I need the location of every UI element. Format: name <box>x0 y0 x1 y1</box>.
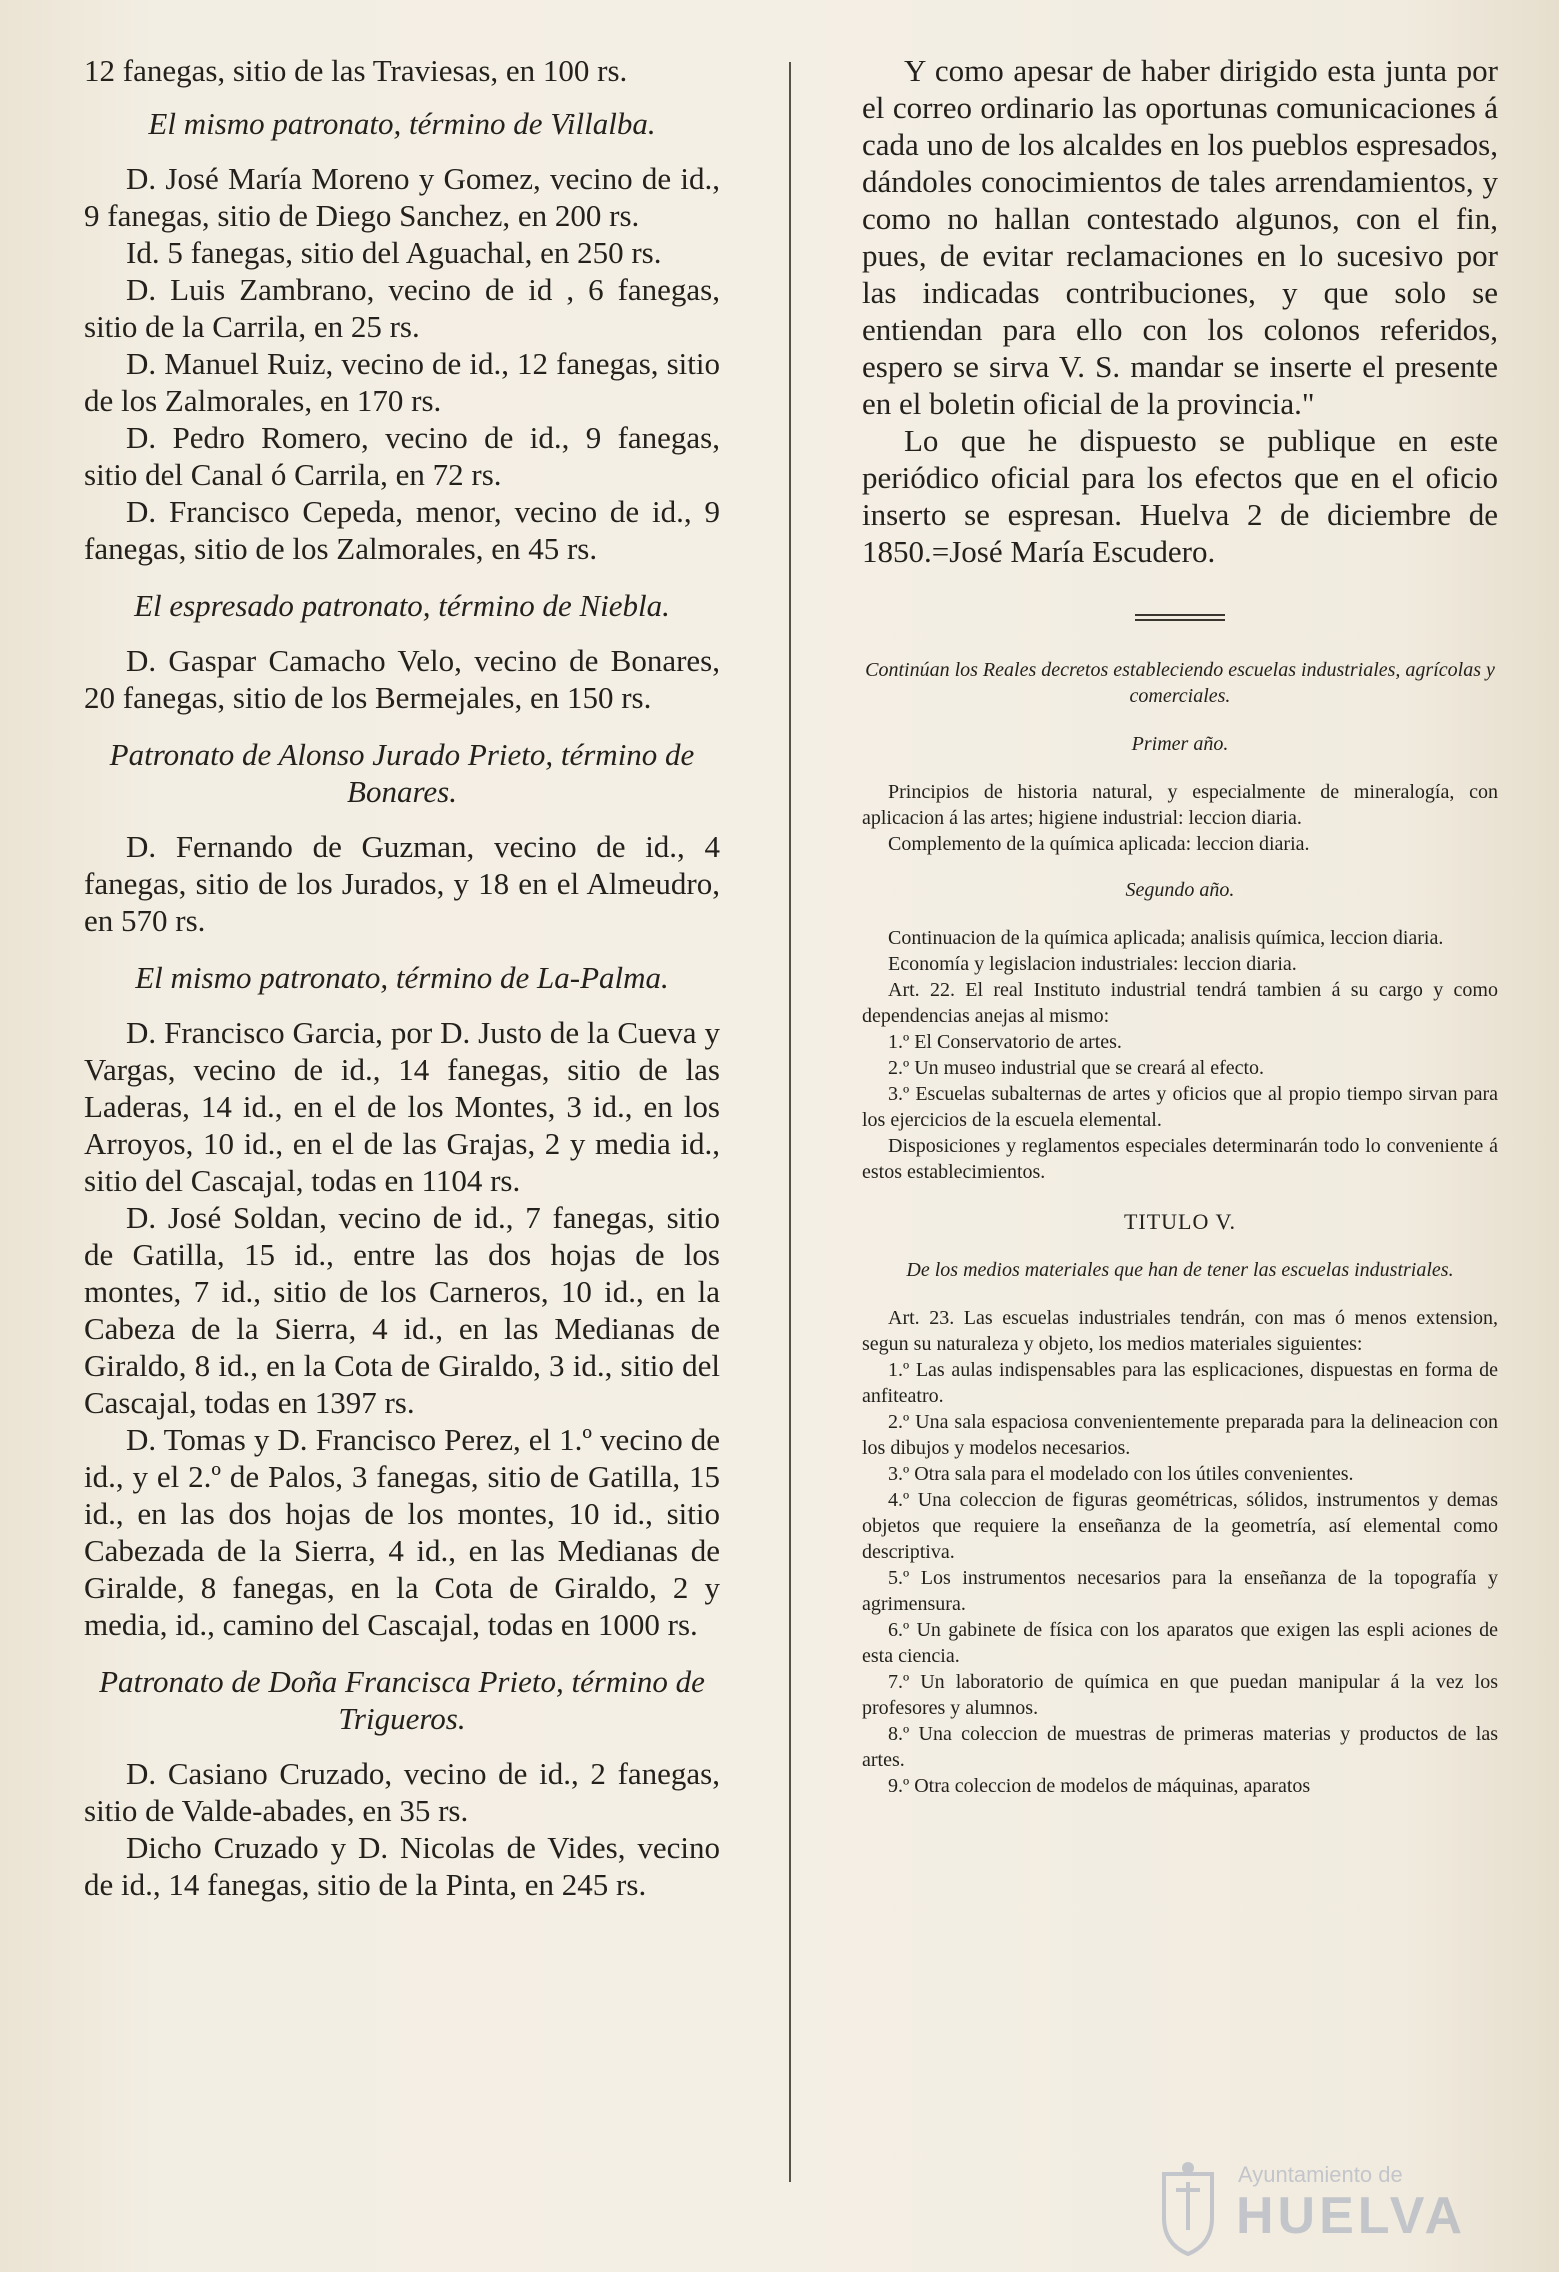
entry: D. Pedro Romero, vecino de id., 9 fanegas, sitio del Canal ó Carrila, en 72 rs. <box>84 420 720 492</box>
entry: D. Luis Zambrano, vecino de id , 6 fanegas, sitio de la Carrila, en 25 rs. <box>84 272 720 344</box>
list-item: 7.º Un laboratorio de química en que puedan manipular á la vez los profesores y alumnos. <box>862 1671 1498 1719</box>
paragraph: Y como apesar de haber dirigido esta junta por el correo ordinario las oportunas comunicaciones á cada uno de los alcaldes en los pueblos espresados, dándoles conocimientos de tales arrendamientos, y como no hallan contestado algunos, con el fin, pues, de evitar reclamaciones en lo sucesivo por las indicadas contribuciones, y que solo se entiendan para ello con los colonos referidos, espero se sirva V. S. mandar se inserte el presente en el boletin oficial de la provincia." <box>862 53 1498 421</box>
watermark-line1: Ayuntamiento de <box>1238 2162 1403 2187</box>
list-item: 1.º Las aulas indispensables para las esplicaciones, dispuestas en forma de anfiteatro. <box>862 1359 1498 1407</box>
list-item: 9.º Otra coleccion de modelos de máquinas, aparatos <box>888 1775 1311 1797</box>
entry: D. Fernando de Guzman, vecino de id., 4 fanegas, sitio de los Jurados, y 18 en el Almeudro, en 570 rs. <box>84 829 720 938</box>
right-column <box>862 52 1498 1799</box>
list-item: 4.º Una coleccion de figuras geométricas, sólidos, instrumentos y demas objetos que requiere la enseñanza de la geometría, así elemental como descriptiva. <box>862 1489 1498 1563</box>
entry: D. Francisco Garcia, por D. Justo de la Cueva y Vargas, vecino de id., 14 fanegas, sitio de las Laderas, 14 id., en el de los Montes, 3 id., en los Arroyos, 10 id., en el de las Grajas, 2 y media id., sitio del Cascajal, todas en 1104 rs. <box>84 1015 720 1198</box>
entry: D. José María Moreno y Gomez, vecino de id., 9 fanegas, sitio de Diego Sanchez, en 200 rs. <box>84 161 720 233</box>
entry: D. José Soldan, vecino de id., 7 fanegas, sitio de Gatilla, 15 id., entre las dos hojas de los montes, 7 id., sitio de los Carneros, 10 id., en la Cabeza de la Sierra, 4 id., en las Medianas de Giraldo, 8 id., en la Cota de Giraldo, 3 id., sitio del Cascajal, todas en 1397 rs. <box>84 1200 720 1420</box>
section-heading: El mismo patronato, término de La-Palma. <box>135 960 669 995</box>
shield-icon <box>1158 2160 1218 2256</box>
paragraph: Lo que he dispuesto se publique en este periódico oficial para los efectos que en el oficio inserto se espresan. Huelva 2 de diciembre de 1850.=José María Escudero. <box>862 423 1498 569</box>
list-item: 3.º Otra sala para el modelado con los útiles convenientes. <box>888 1463 1354 1485</box>
list-item: 2.º Un museo industrial que se creará al efecto. <box>888 1057 1265 1079</box>
paragraph: Complemento de la química aplicada: leccion diaria. <box>888 833 1310 855</box>
article: Art. 23. Las escuelas industriales tendrán, con mas ó menos extension, segun su naturaleza y objeto, los medios materiales siguientes: <box>862 1307 1498 1355</box>
entry: D. Francisco Cepeda, menor, vecino de id., 9 fanegas, sitio de los Zalmorales, en 45 rs. <box>84 494 720 566</box>
list-item: 8.º Una coleccion de muestras de primeras materias y productos de las artes. <box>862 1723 1498 1771</box>
paragraph: Principios de historia natural, y especialmente de mineralogía, con aplicacion á las artes; higiene industrial: leccion diaria. <box>862 781 1498 829</box>
title-heading: TITULO V. <box>1123 1209 1237 1234</box>
list-item: 1.º El Conservatorio de artes. <box>888 1031 1122 1053</box>
entry: D. Casiano Cruzado, vecino de id., 2 fanegas, sitio de Valde-abades, en 35 rs. <box>84 1756 720 1828</box>
entry: D. Tomas y D. Francisco Perez, el 1.º vecino de id., y el 2.º de Palos, 3 fanegas, sitio de Gatilla, 15 id., en las dos hojas de los montes, 10 id., sitio Cabezada de la Sierra, 4 id., en las Medianas de Giralde, 8 fanegas, en la Cota de Giraldo, 2 y media, id., camino del Cascajal, todas en 1000 rs. <box>84 1422 720 1642</box>
column-divider <box>789 62 791 2182</box>
subheading: Primer año. <box>1131 733 1229 755</box>
watermark <box>1158 2160 1488 2260</box>
list-item: 2.º Una sala espaciosa convenientemente preparada para la delineacion con los dibujos y modelos necesarios. <box>862 1411 1498 1459</box>
watermark-line2: HUELVA <box>1236 2187 1467 2245</box>
section-heading: El mismo patronato, término de Villalba. <box>148 106 656 141</box>
entry: D. Gaspar Camacho Velo, vecino de Bonares, 20 fanegas, sitio de los Bermejales, en 150 rs. <box>84 643 720 715</box>
list-item: 5.º Los instrumentos necesarios para la enseñanza de la topografía y agrimensura. <box>862 1567 1498 1615</box>
section-heading: Continúan los Reales decretos estableciendo escuelas industriales, agrícolas y comerciales. <box>865 659 1495 707</box>
list-item: 3.º Escuelas subalternas de artes y oficios que al propio tiempo sirvan para los ejercicios de la escuela elemental. <box>862 1083 1498 1131</box>
section-heading: De los medios materiales que han de tener las escuelas industriales. <box>906 1259 1454 1281</box>
section-heading: Patronato de Doña Francisca Prieto, término de Trigueros. <box>99 1664 705 1736</box>
text-line: 12 fanegas, sitio de las Traviesas, en 100 rs. <box>84 53 628 88</box>
paragraph: Economía y legislacion industriales: leccion diaria. <box>888 953 1297 975</box>
entry: Dicho Cruzado y D. Nicolas de Vides, vecino de id., 14 fanegas, sitio de la Pinta, en 245 rs. <box>84 1830 720 1902</box>
section-heading: El espresado patronato, término de Niebla. <box>134 588 670 623</box>
paragraph: Disposiciones y reglamentos especiales determinarán todo lo conveniente á estos establecimientos. <box>862 1135 1498 1183</box>
list-item: 6.º Un gabinete de física con los aparatos que exigen las espli aciones de esta ciencia. <box>862 1619 1498 1667</box>
left-column <box>84 52 720 1903</box>
entry: D. Manuel Ruiz, vecino de id., 12 fanegas, sitio de los Zalmorales, en 170 rs. <box>84 346 720 418</box>
entry: Id. 5 fanegas, sitio del Aguachal, en 250 rs. <box>126 235 662 270</box>
article: Art. 22. El real Instituto industrial tendrá tambien á su cargo y como dependencias anejas al mismo: <box>862 979 1498 1027</box>
subheading: Segundo año. <box>1125 879 1235 901</box>
ornament-divider <box>1135 614 1225 621</box>
section-heading: Patronato de Alonso Jurado Prieto, término de Bonares. <box>109 737 695 809</box>
paragraph: Continuacion de la química aplicada; analisis química, leccion diaria. <box>888 927 1444 949</box>
